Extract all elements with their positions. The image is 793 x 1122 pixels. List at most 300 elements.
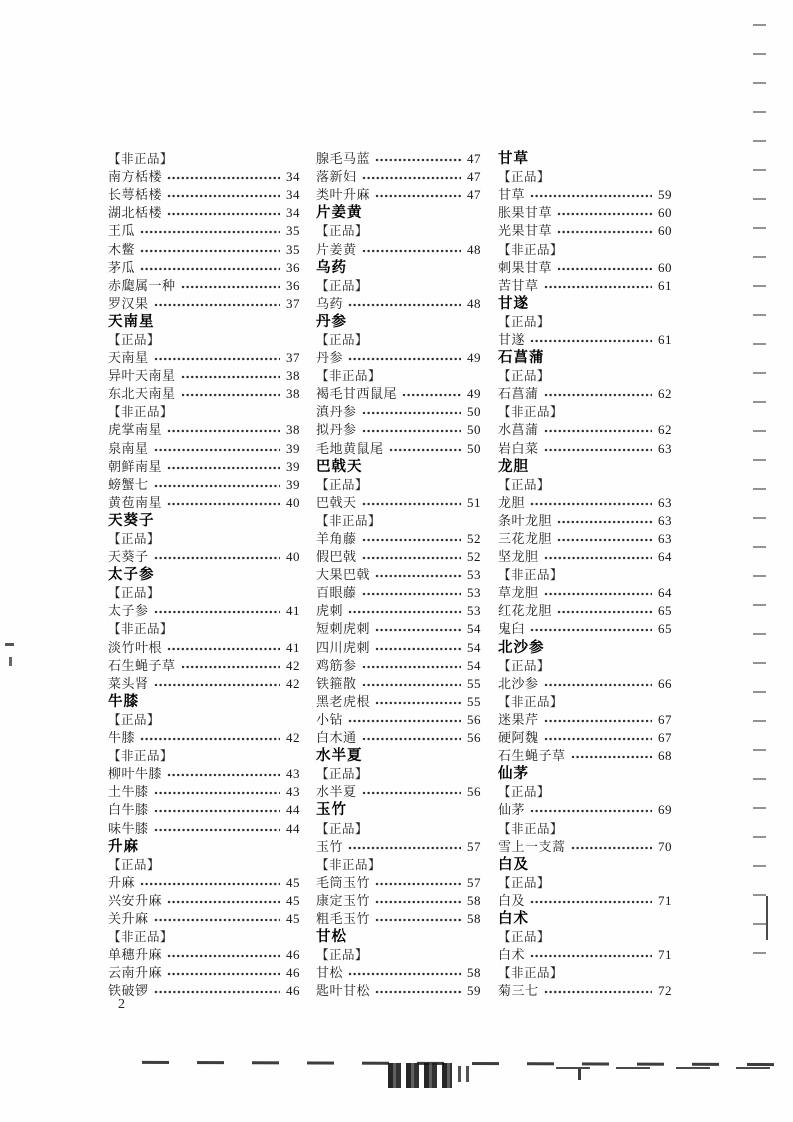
- toc-section-marker: 【正品】: [316, 948, 369, 963]
- toc-entry: [108, 259, 300, 277]
- dot-leader: [167, 949, 280, 961]
- scan-edge-streak: [766, 896, 768, 940]
- toc-section-marker: 【非正品】: [498, 966, 564, 981]
- entry-title: 罗汉果: [108, 295, 149, 311]
- entry-title: 假巴戟: [316, 549, 357, 565]
- dot-leader: [530, 949, 652, 961]
- entry-title: 石生蝇子草: [498, 748, 566, 764]
- entry-page-number: 56: [467, 784, 481, 800]
- entry-title: 腺毛马蓝: [316, 151, 371, 167]
- toc-section-marker: 【正品】: [108, 332, 161, 347]
- entry-page-number: 47: [467, 187, 481, 203]
- toc-drug-heading: 天葵子: [108, 512, 155, 529]
- entry-title: 兴安升麻: [108, 892, 163, 908]
- dot-leader: [348, 841, 461, 853]
- toc-entry: [108, 982, 300, 1000]
- dot-leader: [154, 913, 280, 925]
- dot-leader: [140, 225, 280, 237]
- dot-leader: [167, 895, 280, 907]
- toc-entry: [316, 602, 481, 620]
- entry-title: 异叶天南星: [108, 368, 176, 384]
- dot-leader: [375, 877, 461, 889]
- toc-entry: [316, 910, 481, 928]
- scan-left-mark: [9, 657, 12, 666]
- entry-title: 羊角藤: [316, 531, 357, 547]
- toc-entry: [316, 729, 481, 747]
- dot-leader: [362, 587, 461, 599]
- toc-drug-heading: 升麻: [108, 838, 139, 855]
- dot-leader: [557, 605, 652, 617]
- toc-entry: [108, 458, 300, 476]
- toc-entry: [498, 892, 672, 910]
- toc-section-marker: 【非正品】: [108, 749, 174, 764]
- entry-title: 草龙胆: [498, 585, 539, 601]
- toc-entry: [498, 222, 672, 240]
- toc-entry: [316, 620, 481, 638]
- entry-title: 毛筒玉竹: [316, 874, 371, 890]
- entry-title: 北沙参: [498, 675, 539, 691]
- toc-entry: [498, 204, 672, 222]
- toc-section-marker: 【非正品】: [108, 152, 174, 167]
- toc-section-marker: 【正品】: [498, 930, 551, 945]
- entry-title: 岩白菜: [498, 440, 539, 456]
- entry-title: 鬼臼: [498, 621, 526, 637]
- toc-section-marker: 【正品】: [108, 532, 161, 547]
- entry-page-number: 72: [658, 983, 672, 999]
- dot-leader: [375, 696, 461, 708]
- dot-leader: [544, 732, 652, 744]
- toc-entry: [108, 421, 300, 439]
- entry-page-number: 63: [658, 531, 672, 547]
- dot-leader: [167, 642, 280, 654]
- dot-leader: [375, 642, 461, 654]
- toc-entry: [316, 639, 481, 657]
- dot-leader: [557, 225, 652, 237]
- toc-section-marker: 【正品】: [108, 857, 161, 872]
- dot-leader: [167, 967, 280, 979]
- toc-entry: [498, 584, 672, 602]
- toc-section-marker: 【非正品】: [316, 857, 382, 872]
- toc-entry: [316, 657, 481, 675]
- entry-title: 雪上一支蒿: [498, 838, 566, 854]
- toc-entry: [316, 548, 481, 566]
- dot-leader: [362, 406, 461, 418]
- entry-page-number: 37: [286, 295, 300, 311]
- entry-title: 仙茅: [498, 802, 526, 818]
- scan-edge-tick-marks: [745, 24, 766, 959]
- dot-leader: [375, 189, 461, 201]
- dot-leader: [348, 298, 461, 310]
- entry-title: 云南升麻: [108, 965, 163, 981]
- entry-page-number: 52: [467, 531, 481, 547]
- toc-entry: [498, 675, 672, 693]
- toc-entry: [498, 421, 672, 439]
- entry-page-number: 36: [286, 259, 300, 275]
- entry-title: 牛膝: [108, 730, 136, 746]
- entry-page-number: 60: [658, 259, 672, 275]
- toc-entry: [498, 259, 672, 277]
- dot-leader: [348, 714, 461, 726]
- dot-leader: [544, 443, 652, 455]
- entry-title: 天南星: [108, 350, 149, 366]
- toc-entry: [498, 512, 672, 530]
- dot-leader: [530, 623, 652, 635]
- toc-drug-heading: 太子参: [108, 567, 155, 584]
- toc-section-marker: 【非正品】: [108, 622, 174, 637]
- toc-section-marker: 【正品】: [316, 224, 369, 239]
- entry-title: 短刺虎刺: [316, 621, 371, 637]
- entry-page-number: 53: [467, 603, 481, 619]
- toc-entry: [498, 331, 672, 349]
- toc-entry: [316, 150, 481, 168]
- dot-leader: [140, 262, 280, 274]
- entry-title: 片姜黄: [316, 241, 357, 257]
- entry-title: 毛地黄鼠尾: [316, 440, 384, 456]
- dot-leader: [154, 804, 280, 816]
- dot-leader: [544, 678, 652, 690]
- toc-entry: [108, 729, 300, 747]
- entry-page-number: 49: [467, 386, 481, 402]
- toc-entry: [108, 222, 300, 240]
- entry-title: 白及: [498, 892, 526, 908]
- dot-leader: [557, 207, 652, 219]
- entry-page-number: 61: [658, 277, 672, 293]
- dot-leader: [375, 913, 461, 925]
- entry-page-number: 55: [467, 675, 481, 691]
- toc-section-marker: 【非正品】: [316, 369, 382, 384]
- entry-page-number: 59: [658, 187, 672, 203]
- entry-page-number: 53: [467, 585, 481, 601]
- entry-page-number: 58: [467, 892, 481, 908]
- entry-title: 龙胆: [498, 494, 526, 510]
- entry-page-number: 63: [658, 494, 672, 510]
- toc-section-marker: 【正品】: [316, 332, 369, 347]
- toc-drug-heading: 甘遂: [498, 295, 529, 312]
- entry-page-number: 39: [286, 458, 300, 474]
- toc-entry: [498, 602, 672, 620]
- entry-title: 柳叶牛膝: [108, 766, 163, 782]
- entry-title: 湖北栝楼: [108, 205, 163, 221]
- entry-page-number: 57: [467, 838, 481, 854]
- entry-page-number: 67: [658, 711, 672, 727]
- entry-title: 单穗升麻: [108, 947, 163, 963]
- entry-page-number: 55: [467, 693, 481, 709]
- dot-leader: [375, 623, 461, 635]
- entry-page-number: 60: [658, 205, 672, 221]
- entry-title: 红花龙胆: [498, 603, 553, 619]
- dot-leader: [181, 660, 280, 672]
- dot-leader: [557, 533, 652, 545]
- entry-title: 类叶升麻: [316, 187, 371, 203]
- dot-leader: [140, 732, 280, 744]
- entry-page-number: 53: [467, 567, 481, 583]
- entry-page-number: 43: [286, 766, 300, 782]
- toc-drug-heading: 甘草: [498, 151, 529, 168]
- entry-title: 白牛膝: [108, 802, 149, 818]
- entry-title: 百眼藤: [316, 585, 357, 601]
- toc-entry: [498, 494, 672, 512]
- entry-page-number: 36: [286, 277, 300, 293]
- entry-title: 白木通: [316, 730, 357, 746]
- toc-column-1: [108, 150, 300, 1000]
- entry-page-number: 60: [658, 223, 672, 239]
- dot-leader: [167, 207, 280, 219]
- dot-leader: [375, 895, 461, 907]
- entry-page-number: 43: [286, 784, 300, 800]
- entry-title: 长萼栝楼: [108, 187, 163, 203]
- dot-leader: [544, 388, 652, 400]
- entry-title: 刺果甘草: [498, 259, 553, 275]
- toc-entry: [108, 168, 300, 186]
- entry-page-number: 41: [286, 639, 300, 655]
- toc-entry: [316, 892, 481, 910]
- entry-title: 赤瓟属一种: [108, 277, 176, 293]
- dot-leader: [181, 388, 280, 400]
- toc-entry: [498, 548, 672, 566]
- entry-page-number: 70: [658, 838, 672, 854]
- toc-entry: [316, 440, 481, 458]
- toc-entry: [108, 602, 300, 620]
- entry-title: 乌药: [316, 295, 344, 311]
- dot-leader: [362, 732, 461, 744]
- toc-entry: [498, 747, 672, 765]
- dot-leader: [181, 370, 280, 382]
- entry-page-number: 59: [467, 983, 481, 999]
- toc-entry: [108, 548, 300, 566]
- entry-title: 菊三七: [498, 983, 539, 999]
- entry-page-number: 54: [467, 621, 481, 637]
- dot-leader: [154, 551, 280, 563]
- toc-drug-heading: 石菖蒲: [498, 350, 545, 367]
- dot-leader: [530, 497, 652, 509]
- toc-drug-heading: 甘松: [316, 929, 347, 946]
- entry-page-number: 34: [286, 187, 300, 203]
- toc-entry: [316, 240, 481, 258]
- entry-page-number: 41: [286, 603, 300, 619]
- dot-leader: [167, 189, 280, 201]
- entry-page-number: 57: [467, 874, 481, 890]
- entry-page-number: 47: [467, 151, 481, 167]
- entry-title: 光果甘草: [498, 223, 553, 239]
- entry-page-number: 42: [286, 657, 300, 673]
- entry-page-number: 67: [658, 730, 672, 746]
- toc-section-marker: 【非正品】: [108, 405, 174, 420]
- toc-column-2: [316, 150, 481, 1000]
- entry-title: 小钻: [316, 711, 344, 727]
- entry-title: 大果巴戟: [316, 567, 371, 583]
- entry-page-number: 40: [286, 494, 300, 510]
- toc-entry: [108, 964, 300, 982]
- toc-drug-heading: 白及: [498, 856, 529, 873]
- dot-leader: [154, 479, 280, 491]
- dot-leader: [375, 985, 461, 997]
- entry-title: 胀果甘草: [498, 205, 553, 221]
- entry-page-number: 46: [286, 947, 300, 963]
- dot-leader: [402, 388, 461, 400]
- entry-title: 关升麻: [108, 910, 149, 926]
- entry-title: 味牛膝: [108, 820, 149, 836]
- dot-leader: [544, 587, 652, 599]
- dot-leader: [530, 189, 652, 201]
- dot-leader: [557, 262, 652, 274]
- dot-leader: [362, 171, 461, 183]
- toc-entry: [108, 765, 300, 783]
- toc-entry: [108, 186, 300, 204]
- toc-entry: [108, 819, 300, 837]
- dot-leader: [167, 424, 280, 436]
- toc-entry: [316, 982, 481, 1000]
- entry-page-number: 58: [467, 910, 481, 926]
- toc-entry: [108, 801, 300, 819]
- toc-entry: [108, 367, 300, 385]
- entry-page-number: 51: [467, 494, 481, 510]
- dot-leader: [348, 605, 461, 617]
- entry-page-number: 50: [467, 440, 481, 456]
- entry-page-number: 68: [658, 748, 672, 764]
- dot-leader: [154, 605, 280, 617]
- entry-page-number: 34: [286, 169, 300, 185]
- entry-page-number: 40: [286, 549, 300, 565]
- toc-entry: [316, 964, 481, 982]
- entry-page-number: 50: [467, 422, 481, 438]
- entry-title: 泉南星: [108, 440, 149, 456]
- toc-drug-heading: 仙茅: [498, 766, 529, 783]
- dot-leader: [544, 551, 652, 563]
- entry-page-number: 56: [467, 730, 481, 746]
- dot-leader: [348, 967, 461, 979]
- dot-leader: [530, 804, 652, 816]
- toc-section-marker: 【非正品】: [498, 694, 564, 709]
- entry-page-number: 63: [658, 512, 672, 528]
- toc-drug-heading: 水半夏: [316, 748, 363, 765]
- entry-title: 南方栝楼: [108, 169, 163, 185]
- toc-entry: [316, 385, 481, 403]
- dot-leader: [167, 461, 280, 473]
- entry-title: 褐毛甘西鼠尾: [316, 386, 398, 402]
- entry-page-number: 46: [286, 983, 300, 999]
- dot-leader: [362, 786, 461, 798]
- toc-entry: [498, 729, 672, 747]
- entry-title: 玉竹: [316, 838, 344, 854]
- toc-section-marker: 【正品】: [498, 369, 551, 384]
- toc-section-marker: 【正品】: [498, 785, 551, 800]
- entry-page-number: 62: [658, 386, 672, 402]
- toc-section-marker: 【正品】: [316, 477, 369, 492]
- entry-page-number: 34: [286, 205, 300, 221]
- toc-entry: [498, 440, 672, 458]
- toc-drug-heading: 北沙参: [498, 639, 545, 656]
- entry-page-number: 54: [467, 657, 481, 673]
- scan-bottom-dashed-line: [556, 1067, 776, 1069]
- toc-entry: [316, 349, 481, 367]
- dot-leader: [167, 171, 280, 183]
- toc-section-marker: 【正品】: [498, 658, 551, 673]
- toc-entry: [316, 566, 481, 584]
- entry-title: 石生蝇子草: [108, 657, 176, 673]
- entry-page-number: 46: [286, 965, 300, 981]
- dot-leader: [362, 244, 461, 256]
- entry-page-number: 52: [467, 549, 481, 565]
- entry-title: 巴戟天: [316, 494, 357, 510]
- entry-title: 苦甘草: [498, 277, 539, 293]
- entry-page-number: 45: [286, 874, 300, 890]
- toc-drug-heading: 天南星: [108, 313, 155, 330]
- entry-title: 东北天南星: [108, 386, 176, 402]
- scan-bottom-smudge: [458, 1066, 474, 1082]
- toc-entry: [498, 186, 672, 204]
- entry-title: 太子参: [108, 603, 149, 619]
- entry-title: 虎刺: [316, 603, 344, 619]
- dot-leader: [544, 985, 652, 997]
- toc-entry: [498, 530, 672, 548]
- entry-page-number: 65: [658, 621, 672, 637]
- entry-title: 丹参: [316, 350, 344, 366]
- entry-page-number: 45: [286, 910, 300, 926]
- toc-column-3: [498, 150, 672, 1000]
- dot-leader: [375, 153, 461, 165]
- scan-left-mark: [5, 643, 14, 646]
- toc-entry: [108, 910, 300, 928]
- toc-entry: [108, 277, 300, 295]
- entry-title: 水菖蒲: [498, 422, 539, 438]
- entry-page-number: 44: [286, 820, 300, 836]
- toc-section-marker: 【正品】: [316, 278, 369, 293]
- toc-section-marker: 【非正品】: [498, 568, 564, 583]
- toc-entry: [316, 838, 481, 856]
- toc-entry: [498, 838, 672, 856]
- toc-section-marker: 【正品】: [108, 586, 161, 601]
- entry-title: 甘松: [316, 965, 344, 981]
- toc-section-marker: 【正品】: [498, 477, 551, 492]
- entry-title: 硬阿魏: [498, 730, 539, 746]
- scan-bottom-smudge: [388, 1063, 452, 1088]
- toc-section-marker: 【正品】: [498, 875, 551, 890]
- toc-entry: [108, 204, 300, 222]
- toc-entry: [498, 982, 672, 1000]
- toc-entry: [108, 946, 300, 964]
- entry-title: 白术: [498, 947, 526, 963]
- dot-leader: [348, 352, 461, 364]
- toc-entry: [316, 530, 481, 548]
- toc-entry: [498, 946, 672, 964]
- toc-drug-heading: 牛膝: [108, 693, 139, 710]
- dot-leader: [571, 750, 652, 762]
- entry-title: 虎掌南星: [108, 422, 163, 438]
- toc-section-marker: 【非正品】: [108, 930, 174, 945]
- dot-leader: [154, 298, 280, 310]
- entry-page-number: 66: [658, 675, 672, 691]
- entry-title: 菜头肾: [108, 675, 149, 691]
- toc-drug-heading: 丹参: [316, 313, 347, 330]
- entry-title: 甘遂: [498, 331, 526, 347]
- dot-leader: [544, 714, 652, 726]
- dot-leader: [389, 443, 461, 455]
- toc-entry: [108, 385, 300, 403]
- entry-page-number: 48: [467, 241, 481, 257]
- entry-page-number: 38: [286, 368, 300, 384]
- entry-page-number: 71: [658, 947, 672, 963]
- entry-page-number: 35: [286, 223, 300, 239]
- entry-page-number: 64: [658, 549, 672, 565]
- entry-page-number: 45: [286, 892, 300, 908]
- toc-entry: [498, 385, 672, 403]
- entry-page-number: 56: [467, 711, 481, 727]
- dot-leader: [571, 841, 652, 853]
- entry-title: 石菖蒲: [498, 386, 539, 402]
- entry-page-number: 48: [467, 295, 481, 311]
- entry-title: 黄苞南星: [108, 494, 163, 510]
- dot-leader: [140, 877, 280, 889]
